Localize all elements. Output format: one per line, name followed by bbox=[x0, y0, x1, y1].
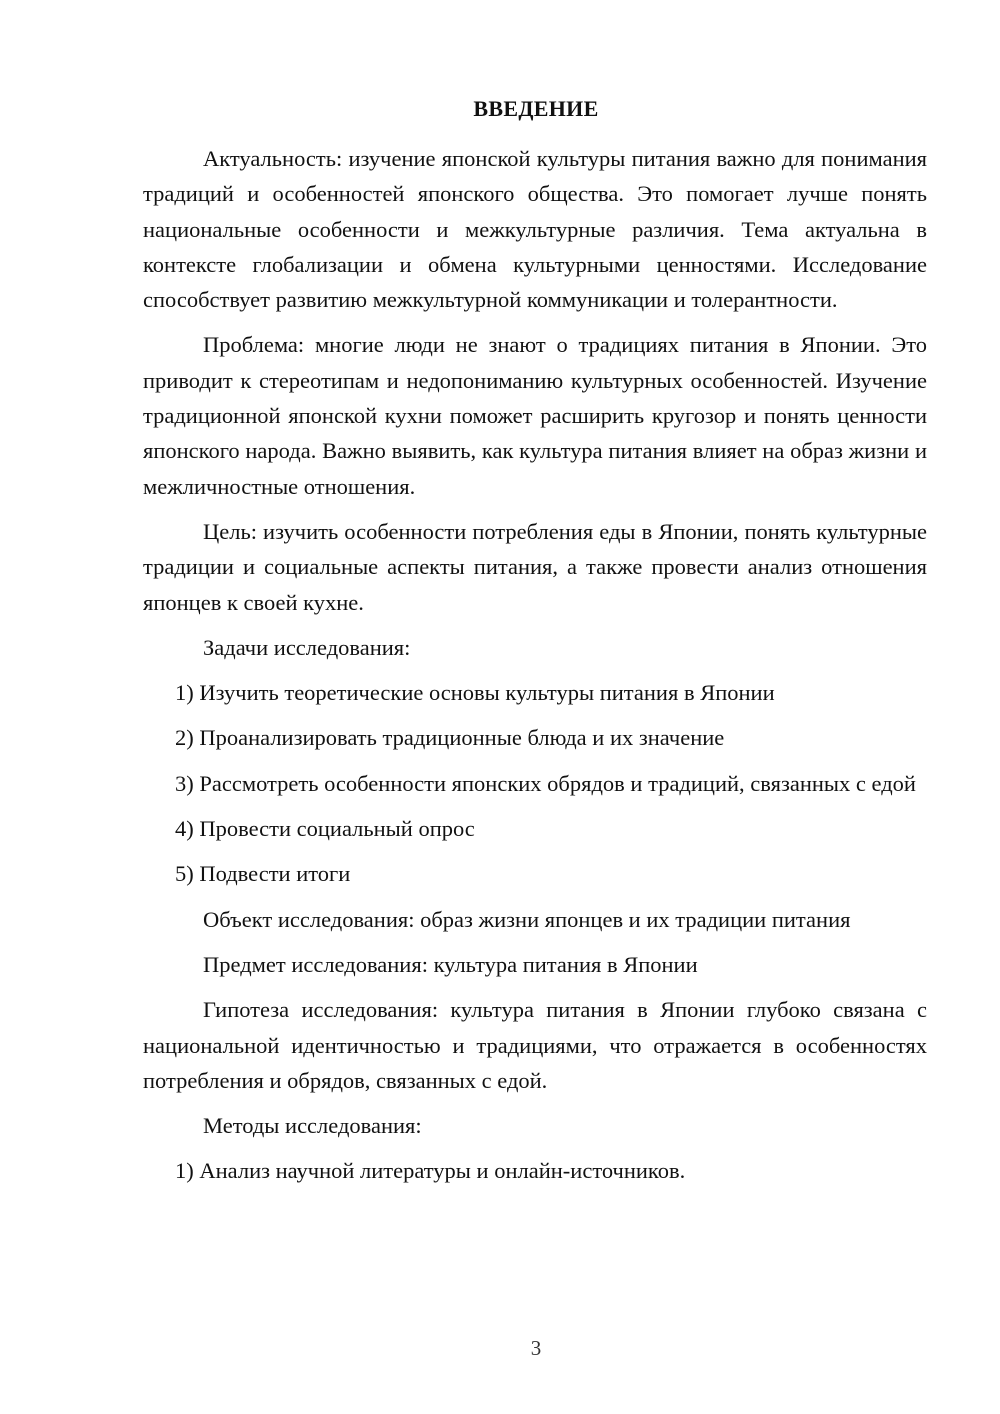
paragraph-subject: Предмет исследования: культура питания в Японии bbox=[203, 951, 698, 977]
list-item: 4) Провести социальный опрос bbox=[175, 816, 475, 842]
list-item: 1) Изучить теоретические основы культуры питания в Японии bbox=[175, 680, 775, 706]
paragraph-goal: Цель: изучить особенности потребления еды в Японии, понять культурные традиции и социальные аспекты питания, а также провести анализ отношения японцев к своей кухне. bbox=[143, 518, 927, 615]
paragraph-object: Объект исследования: образ жизни японцев и их традиции питания bbox=[203, 906, 851, 932]
methods-heading: Методы исследования: bbox=[203, 1113, 422, 1139]
page-number: 3 bbox=[530, 1336, 542, 1360]
body-text bbox=[143, 141, 927, 1189]
paragraph-problem: Проблема: многие люди не знают о традициях питания в Японии. Это приводит к стереотипам и недопониманию культурных особенностей. Изучение традиционной японской кухни поможет расширить кругозор и понять ценности японского народа. Важно выявить, как культура питания влияет на образ жизни и межличностные отношения. bbox=[143, 332, 927, 499]
section-heading: ВВЕДЕНИЕ bbox=[473, 96, 599, 121]
list-item: 3) Рассмотреть особенности японских обрядов и традиций, связанных с едой bbox=[175, 770, 916, 796]
paragraph-relevance: Актуальность: изучение японской культуры питания важно для понимания традиций и особенностей японского общества. Это помогает лучше понять национальные особенности и межкультурные различия. Тема актуальна в контексте глобализации и обмена культурными ценностями. Исследование способствует развитию межкультурной коммуникации и толерантности. bbox=[143, 146, 927, 313]
list-item: 1) Анализ научной литературы и онлайн-источников. bbox=[175, 1158, 686, 1184]
tasks-heading: Задачи исследования: bbox=[203, 634, 411, 660]
list-item: 5) Подвести итоги bbox=[175, 861, 351, 887]
list-item: 2) Проанализировать традиционные блюда и их значение bbox=[175, 725, 725, 751]
paragraph-hypothesis: Гипотеза исследования: культура питания в Японии глубоко связана с национальной идентичностью и традициями, что отражается в особенностях потребления и обрядов, связанных с едой. bbox=[143, 997, 927, 1093]
